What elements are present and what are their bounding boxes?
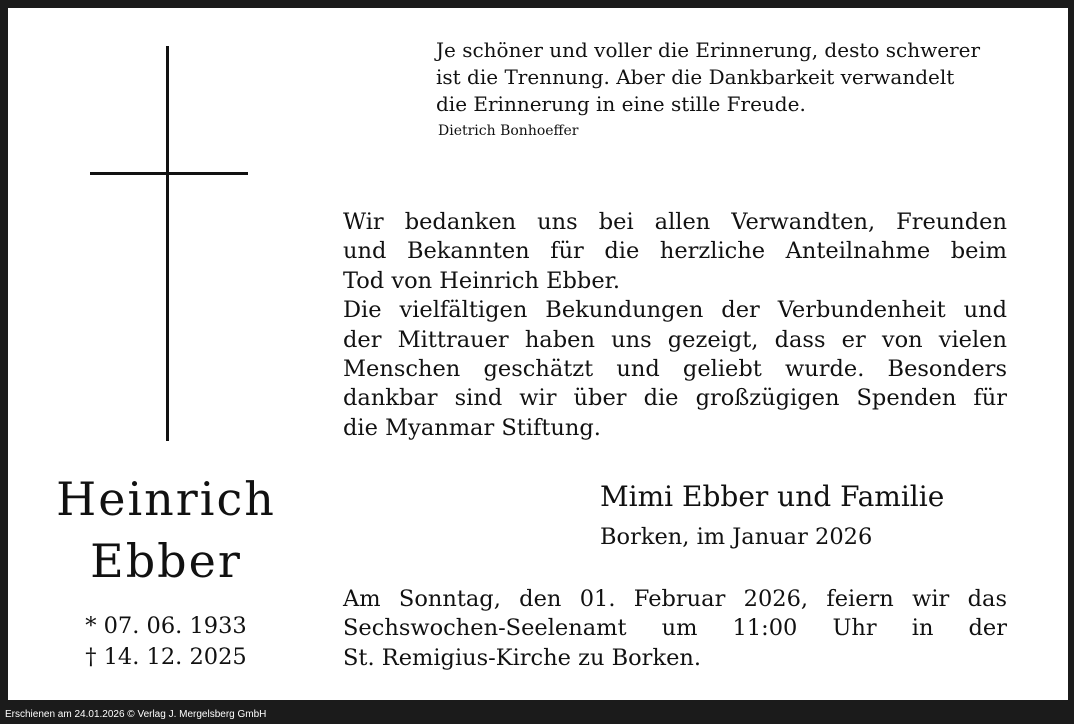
quote-author: Dietrich Bonhoeffer bbox=[438, 123, 579, 139]
quote bbox=[436, 37, 1036, 118]
thanks-line: Menschen geschätzt und geliebt wurde. Besonders bbox=[343, 356, 1007, 383]
service-line: Am Sonntag, den 01. Februar 2026, feiern wir das bbox=[343, 586, 1007, 612]
deceased-last-name: Ebber bbox=[90, 534, 242, 588]
quote-line: die Erinnerung in eine stille Freude. bbox=[436, 92, 806, 116]
thanks-line: Tod von Heinrich Ebber. bbox=[343, 267, 621, 294]
deceased-name bbox=[28, 468, 304, 592]
birth-date: * 07. 06. 1933 bbox=[85, 613, 247, 639]
publication-footer: Erschienen am 24.01.2026 © Verlag J. Mergelsberg GmbH bbox=[5, 709, 267, 720]
deceased-first-name: Heinrich bbox=[56, 472, 276, 526]
obituary-notice bbox=[8, 8, 1068, 700]
signature: Mimi Ebber und Familie bbox=[600, 480, 945, 513]
service-announcement bbox=[343, 585, 1007, 673]
thanks-line: Die vielfältigen Bekundungen der Verbundenheit und bbox=[343, 297, 1007, 324]
thanks-line: die Myanmar Stiftung. bbox=[343, 414, 601, 441]
service-line: Sechswochen-Seelenamt um 11:00 Uhr in der bbox=[343, 615, 1007, 642]
cross-icon-crossbar bbox=[90, 172, 248, 175]
place-date: Borken, im Januar 2026 bbox=[600, 524, 873, 550]
service-line: St. Remigius-Kirche zu Borken. bbox=[343, 644, 702, 671]
cross-icon bbox=[166, 46, 169, 441]
thanks-line: und Bekannten für die herzliche Anteilnahme beim bbox=[343, 238, 1007, 265]
quote-line: Je schöner und voller die Erinnerung, desto schwerer bbox=[436, 38, 981, 62]
thanks-line: dankbar sind wir über die großzügigen Spenden für bbox=[343, 385, 1007, 412]
thanks-line: der Mittrauer haben uns gezeigt, dass er von vielen bbox=[343, 326, 1007, 353]
death-date: † 14. 12. 2025 bbox=[85, 644, 247, 670]
quote-line: ist die Trennung. Aber die Dankbarkeit verwandelt bbox=[436, 65, 955, 89]
thanks-line: Wir bedanken uns bei allen Verwandten, Freunden bbox=[343, 209, 1007, 235]
life-dates bbox=[28, 611, 304, 673]
thanks-text bbox=[343, 208, 1007, 443]
